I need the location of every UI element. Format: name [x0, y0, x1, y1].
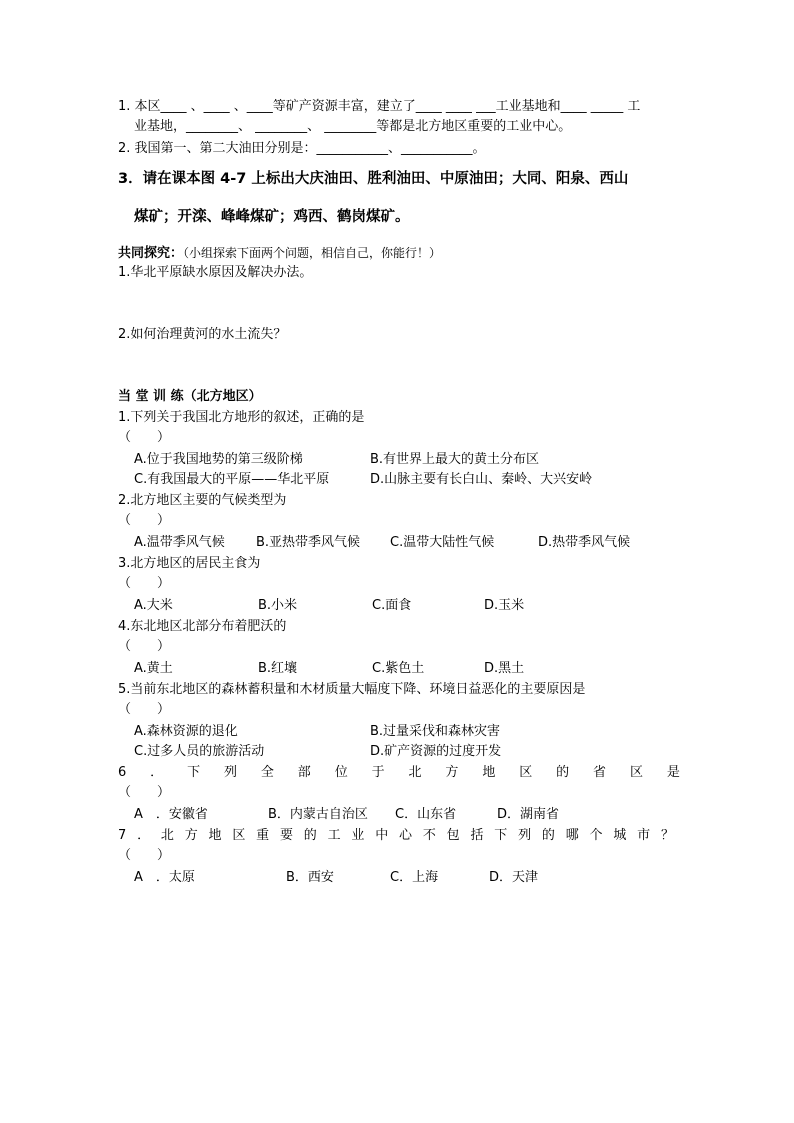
option: A ．安徽省 [134, 807, 208, 822]
stem-char: 的 [303, 828, 317, 843]
answer-blank: （ ） [118, 639, 171, 654]
stem-char: 工 [327, 828, 341, 843]
option: D.矿产资源的过度开发 [370, 744, 502, 759]
stem-char: 心 [399, 828, 413, 843]
stem-char: 下 [187, 765, 201, 780]
stem-char: 于 [371, 765, 385, 780]
stem-char: 部 [297, 765, 311, 780]
stem-char: 不 [422, 828, 436, 843]
stem-char: 区 [519, 765, 533, 780]
stem-char: 7 [118, 828, 127, 843]
practice-q6-stem [118, 764, 680, 782]
option: B．西安 [286, 870, 334, 885]
stem-char: 市 [637, 828, 651, 843]
stem-char: 北 [160, 828, 174, 843]
option: B.红壤 [258, 661, 298, 676]
stem-char: ． [137, 828, 151, 843]
stem-char: 区 [629, 765, 643, 780]
practice-q5-stem: 5.当前东北地区的森林蓄积量和木材质量大幅度下降、环境日益恶化的主要原因是 [118, 682, 586, 697]
option: A.黄土 [134, 661, 173, 676]
stem-char: 地 [208, 828, 222, 843]
stem-char: 要 [279, 828, 293, 843]
option: B.小米 [258, 598, 298, 613]
practice-q2-stem: 2.北方地区主要的气候类型为 [118, 493, 287, 508]
answer-blank: （ ） [118, 430, 171, 445]
option: B.过量采伐和森林灾害 [370, 724, 501, 739]
answer-blank: （ ） [118, 513, 171, 528]
stem-char: 省 [593, 765, 607, 780]
explore-note: （小组探索下面两个问题，相信自己，你能行！） [183, 246, 442, 260]
answer-blank: （ ） [118, 848, 171, 863]
stem-char: ． [150, 765, 164, 780]
q1-line1: 1. 本区____ 、____ 、____等矿产资源丰富，建立了____ ____ ___工业基地和____ _____ 工 [118, 99, 641, 114]
option: C.面食 [372, 598, 412, 613]
practice-title: 当 堂 训 练（北方地区） [118, 389, 262, 404]
explore-q1: 1.华北平原缺水原因及解决办法。 [118, 265, 313, 280]
stem-char: 业 [351, 828, 365, 843]
stem-char: ？ [660, 828, 674, 843]
stem-char: 位 [334, 765, 348, 780]
q3-line1: 3．请在课本图 4-7 上标出大庆油田、胜利油田、中原油田；大同、阳泉、西山 [118, 171, 629, 187]
stem-char: 包 [446, 828, 460, 843]
stem-char: 6 [118, 765, 127, 780]
practice-q4-stem: 4.东北地区北部分布着肥沃的 [118, 619, 287, 634]
practice-q3-stem: 3.北方地区的居民主食为 [118, 556, 261, 571]
stem-char: 全 [260, 765, 274, 780]
stem-char: 中 [375, 828, 389, 843]
option: D.山脉主要有长白山、秦岭、大兴安岭 [370, 472, 593, 487]
option: B.亚热带季风气候 [256, 535, 361, 550]
option: A.位于我国地势的第三级阶梯 [134, 452, 303, 467]
q2: 2. 我国第一、第二大油田分别是：___________、___________。 [118, 141, 486, 156]
option: D.黑土 [484, 661, 525, 676]
stem-char: 下 [494, 828, 508, 843]
option: C．山东省 [395, 807, 457, 822]
option: B.有世界上最大的黄土分布区 [370, 452, 540, 467]
option: A ．太原 [134, 870, 195, 885]
answer-blank: （ ） [118, 702, 171, 717]
practice-q7-stem [118, 827, 674, 845]
option: D．天津 [489, 870, 539, 885]
option: D．湖南省 [497, 807, 560, 822]
answer-blank: （ ） [118, 576, 171, 591]
option: C．上海 [390, 870, 439, 885]
stem-char: 地 [482, 765, 496, 780]
stem-char: 列 [518, 828, 532, 843]
stem-char: 方 [445, 765, 459, 780]
explore-header [118, 244, 441, 263]
option: D.热带季风气候 [538, 535, 631, 550]
practice-q1-stem: 1.下列关于我国北方地形的叙述，正确的是 [118, 410, 365, 425]
stem-char: 北 [408, 765, 422, 780]
option: C.过多人员的旅游活动 [134, 744, 265, 759]
stem-char: 列 [223, 765, 237, 780]
stem-char: 的 [556, 765, 570, 780]
stem-char: 个 [589, 828, 603, 843]
stem-char: 哪 [565, 828, 579, 843]
option: D.玉米 [484, 598, 525, 613]
explore-title: 共同探究： [118, 246, 184, 261]
q1-line2: 业基地，________、 ________、 ________等都是北方地区重要的工业中心。 [134, 119, 572, 134]
option: C.有我国最大的平原——华北平原 [134, 472, 330, 487]
stem-char: 城 [613, 828, 627, 843]
stem-char: 重 [256, 828, 270, 843]
option: C.紫色土 [372, 661, 425, 676]
stem-char: 是 [666, 765, 680, 780]
q3-line2: 煤矿；开滦、峰峰煤矿；鸡西、鹤岗煤矿。 [134, 209, 410, 225]
stem-char: 方 [184, 828, 198, 843]
option: A.大米 [134, 598, 173, 613]
option: C.温带大陆性气候 [390, 535, 495, 550]
option: A.温带季风气候 [134, 535, 225, 550]
answer-blank: （ ） [118, 785, 171, 800]
explore-q2: 2.如何治理黄河的水土流失？ [118, 327, 287, 342]
stem-char: 括 [470, 828, 484, 843]
stem-char: 区 [232, 828, 246, 843]
option: A.森林资源的退化 [134, 724, 238, 739]
stem-char: 的 [541, 828, 555, 843]
option: B．内蒙古自治区 [268, 807, 368, 822]
